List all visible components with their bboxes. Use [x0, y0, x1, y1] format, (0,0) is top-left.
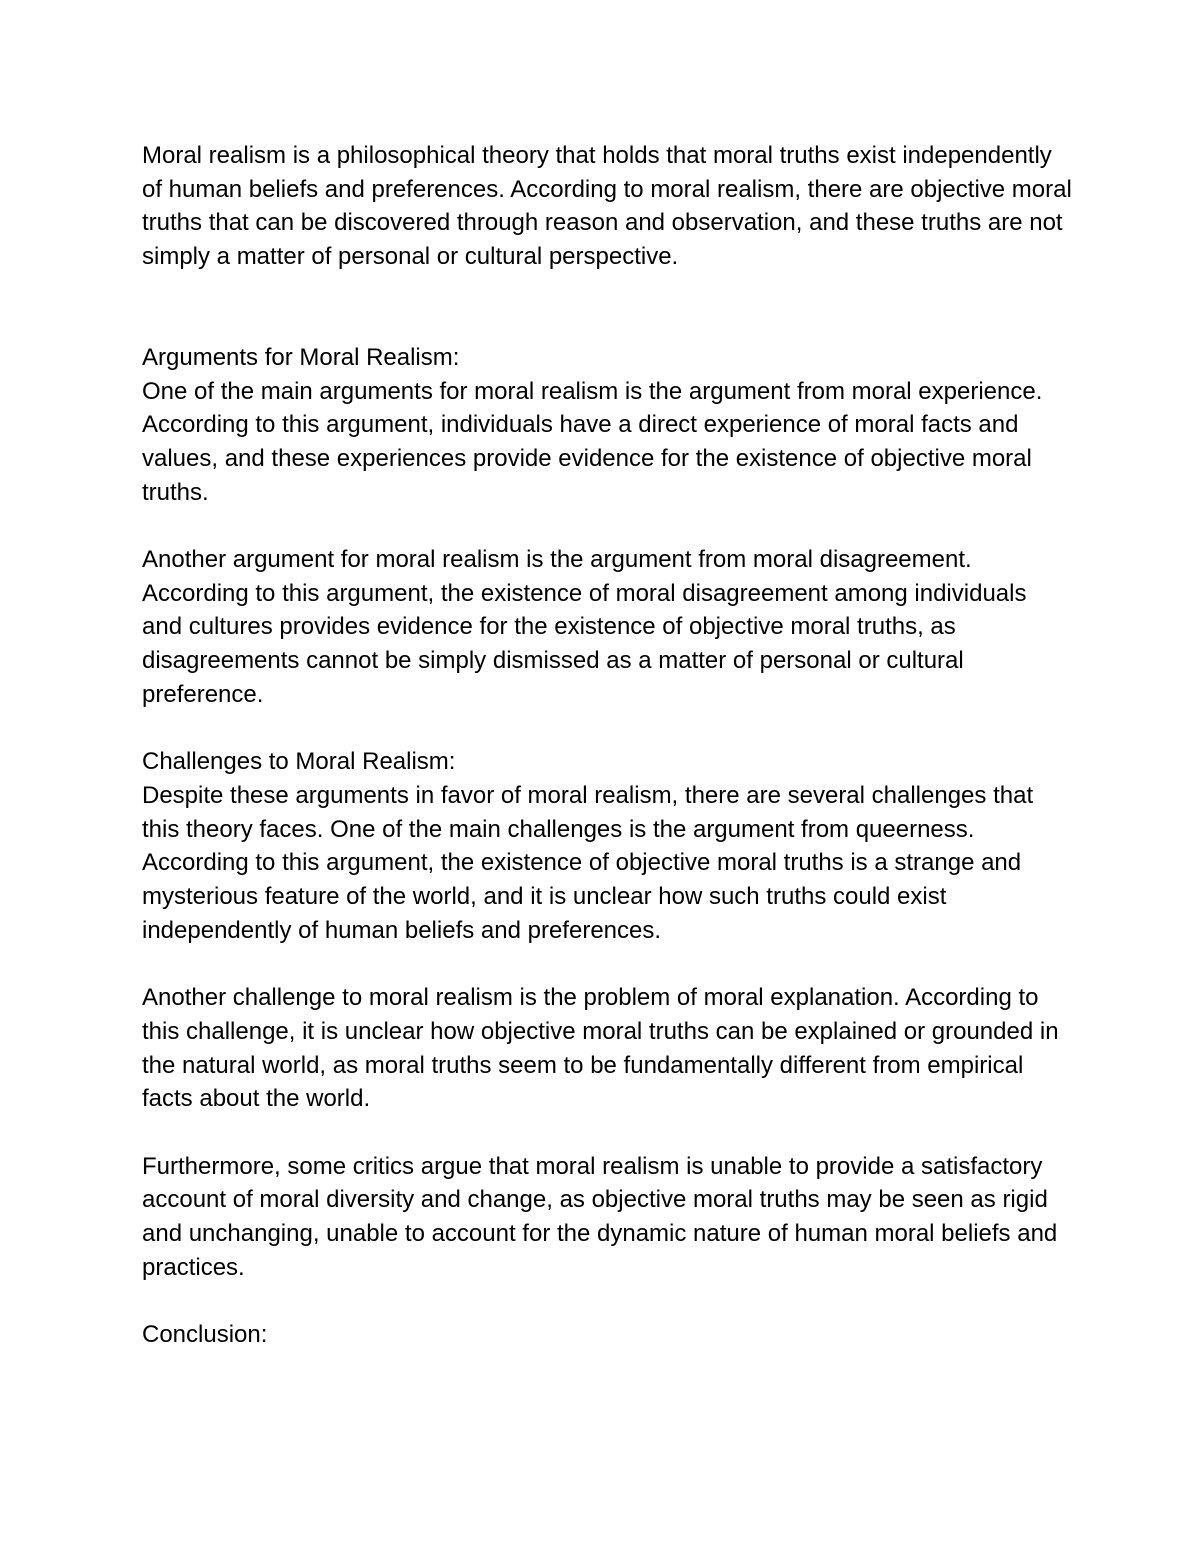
paragraph-spacer	[142, 947, 1072, 981]
challenges-heading: Challenges to Moral Realism:	[142, 748, 456, 776]
challenges-paragraph-queerness: Despite these arguments in favor of moral realism, there are several challenges that this theory faces. One of the main challenges is the argument from queerness. According to this argument, the existence of objective moral truths is a strange and mysterious feature of the world, and it is unclear how such truths could exist independently of human beliefs and preferences.	[142, 781, 1034, 944]
arguments-heading: Arguments for Moral Realism:	[142, 343, 460, 371]
paragraph-spacer	[142, 712, 1072, 746]
paragraph-spacer	[142, 1116, 1072, 1150]
conclusion-heading: Conclusion:	[142, 1321, 268, 1349]
paragraph-spacer	[142, 509, 1072, 543]
challenges-paragraph-explanation: Another challenge to moral realism is the problem of moral explanation. According to this challenge, it is unclear how objective moral truths can be explained or grounded in the natural world, as moral truths seem to be fundamentally different from empirical facts about the world.	[142, 984, 1059, 1113]
arguments-paragraph-disagreement: Another argument for moral realism is the argument from moral disagreement. According to this argument, the existence of moral disagreement among individuals and cultures provides evidence for the existence of objective moral truths, as disagreements cannot be simply dismissed as a matter of personal or cultural preference.	[142, 546, 1027, 708]
section-spacer	[142, 274, 1072, 341]
document-body	[142, 139, 1072, 1352]
challenges-paragraph-diversity: Furthermore, some critics argue that moral realism is unable to provide a satisfactory account of moral diversity and change, as objective moral truths may be seen as rigid and unchanging, unable to account for the dynamic nature of human moral beliefs and practices.	[142, 1152, 1058, 1281]
paragraph-spacer	[142, 1284, 1072, 1318]
intro-paragraph: Moral realism is a philosophical theory that holds that moral truths exist independently of human beliefs and preferences. According to moral realism, there are objective moral truths that can be discovered through reason and observation, and these truths are not simply a matter of personal or cultural perspective.	[142, 142, 1072, 271]
arguments-paragraph-experience: One of the main arguments for moral realism is the argument from moral experience. According to this argument, individuals have a direct experience of moral facts and values, and these experiences provide evidence for the existence of objective moral truths.	[142, 377, 1043, 506]
